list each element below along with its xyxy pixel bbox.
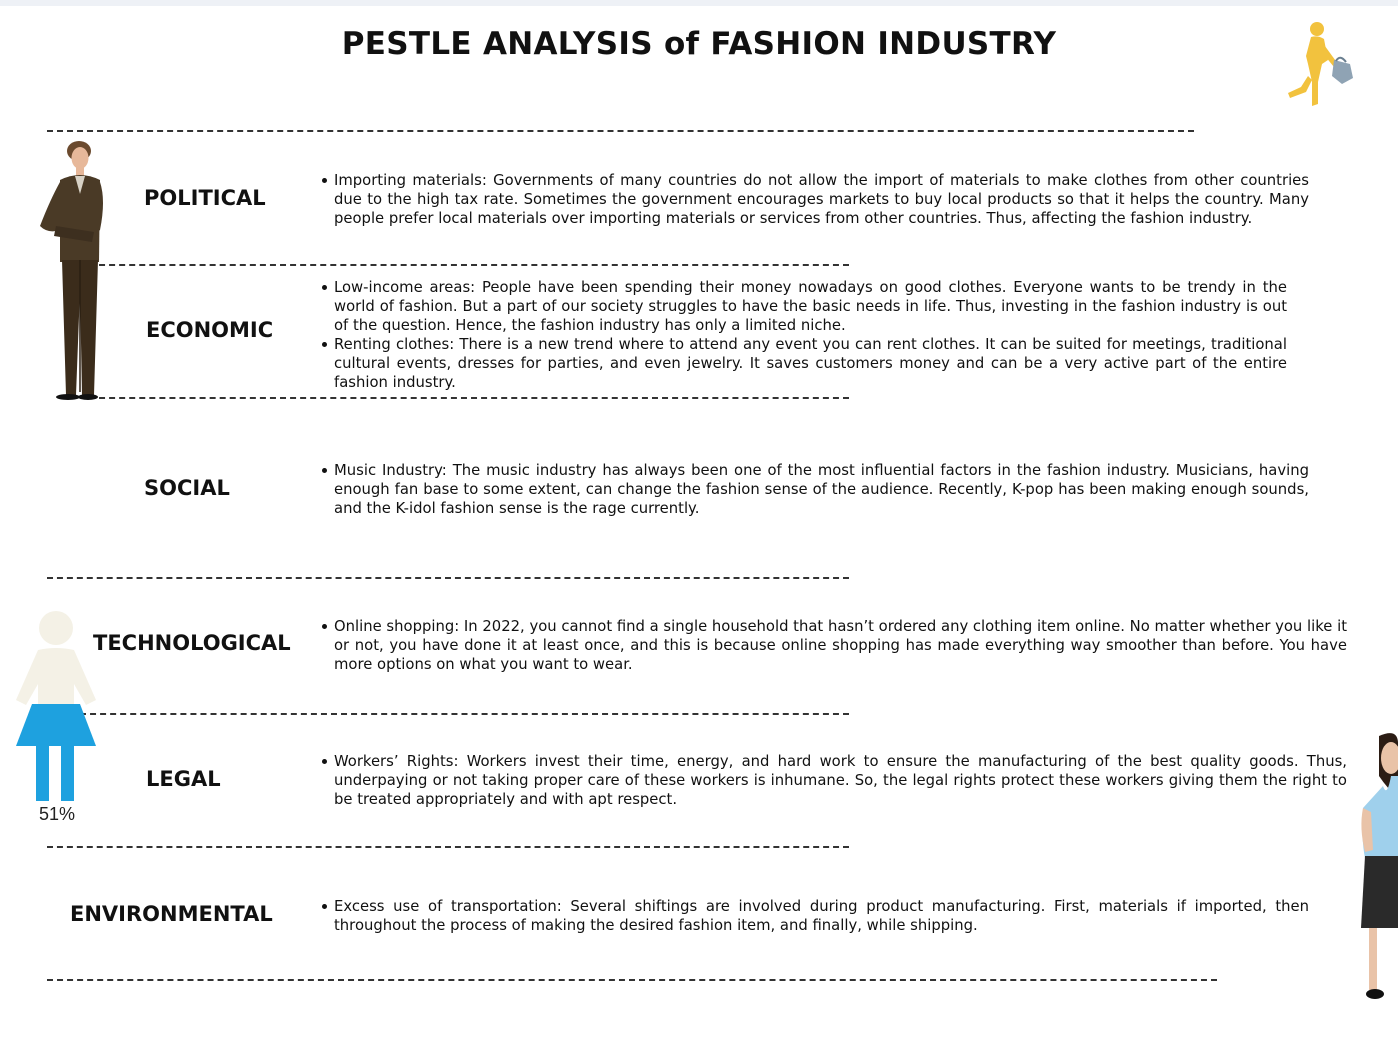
label-legal: LEGAL <box>146 767 221 791</box>
divider-economic-social <box>89 397 849 399</box>
social-bullets <box>322 461 1309 518</box>
label-environmental: ENVIRONMENTAL <box>70 902 273 926</box>
label-social: SOCIAL <box>144 476 230 500</box>
label-technological: TECHNOLOGICAL <box>93 631 291 655</box>
list-item: Workers’ Rights: Workers invest their time, energy, and hard work to ensure the manufacturing of the best quality goods. Thus, underpaying or not taking proper care of these workers is inhumane. So, the legal rights protect these workers giving them the right to be treated appropriately and with apt respect. <box>322 752 1347 809</box>
label-economic: ECONOMIC <box>146 318 274 342</box>
divider-top <box>47 130 1194 132</box>
divider-political-economic <box>89 264 849 266</box>
businesswoman-figure <box>26 140 106 402</box>
economic-bullets <box>322 278 1287 392</box>
divider-legal-environmental <box>47 846 849 848</box>
environmental-bullets <box>322 897 1309 935</box>
office-woman-figure <box>1357 728 1398 1004</box>
list-item: Low-income areas: People have been spending their money nowadays on good clothes. Everyone wants to be trendy in the world of fashion. But a part of our society struggles to have the basic needs in life. Thus, investing in the fashion industry is out of the question. Hence, the fashion industry has only a limited niche. <box>322 278 1287 335</box>
female-gender-icon <box>16 610 100 802</box>
shopping-woman-icon <box>1284 20 1356 108</box>
divider-social-technological <box>47 577 849 579</box>
page-title: PESTLE ANALYSIS of FASHION INDUSTRY <box>341 26 1057 62</box>
list-item: Renting clothes: There is a new trend where to attend any event you can rent clothes. It can be suited for meetings, traditional cultural events, dresses for parties, and even jewelry. It saves customers money and can be a very active part of the entire fashion industry. <box>322 335 1287 392</box>
list-item: Excess use of transportation: Several shiftings are involved during product manufacturing. First, materials if imported, then throughout the process of making the desired fashion item, and finally, while shipping. <box>322 897 1309 935</box>
technological-bullets <box>322 617 1347 674</box>
female-percentage: 51% <box>38 804 76 824</box>
divider-bottom <box>47 979 1217 981</box>
list-item: Music Industry: The music industry has always been one of the most influential factors in the fashion industry. Musicians, having enough fan base to some extent, can change the fashion sense of the audience. Recently, K-pop has been making enough sounds, and the K-idol fashion sense is the rage currently. <box>322 461 1309 518</box>
political-bullets <box>322 171 1309 228</box>
top-strip <box>0 0 1398 6</box>
divider-technological-legal <box>80 713 849 715</box>
list-item: Importing materials: Governments of many countries do not allow the import of materials to make clothes from other countries due to the high tax rate. Sometimes the government encourages markets to buy local products so that it helps the country. Many people prefer local materials over importing materials or services from other countries. Thus, affecting the fashion industry. <box>322 171 1309 228</box>
label-political: POLITICAL <box>144 186 266 210</box>
legal-bullets <box>322 752 1347 809</box>
list-item: Online shopping: In 2022, you cannot find a single household that hasn’t ordered any clothing item online. No matter whether you like it or not, you have done it at least once, and this is because online shopping has made everything way smoother than before. You have more options on what you want to wear. <box>322 617 1347 674</box>
